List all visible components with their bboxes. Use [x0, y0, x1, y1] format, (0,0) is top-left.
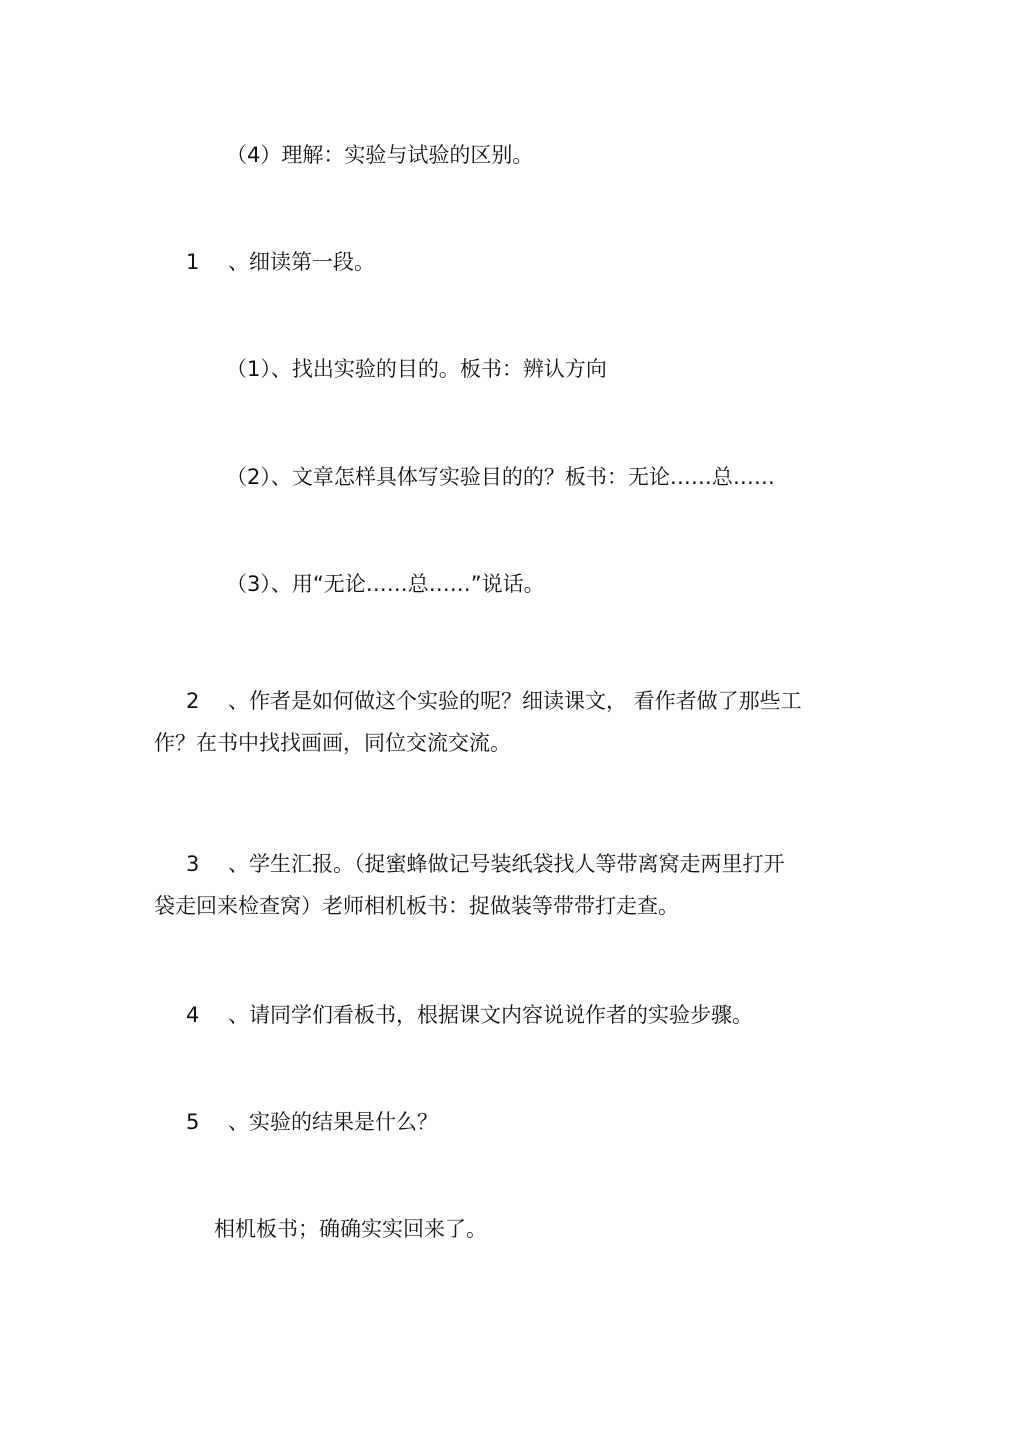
item-1 [186, 241, 375, 283]
item-4 [186, 994, 753, 1036]
final-board-note: 相机板书；确确实实回来了。 [214, 1217, 487, 1241]
sub-item-2: （2）、文章怎样具体写实验目的的？板书：无论……总…… [226, 465, 775, 489]
item-number: 5 [186, 1110, 200, 1134]
item-text: 、细读第一段。 [228, 250, 375, 274]
item-text: 、实验的结果是什么？ [228, 1110, 438, 1134]
item-5 [186, 1101, 438, 1143]
item-2-line-1 [186, 680, 802, 722]
item-text: 、学生汇报。（捉蜜蜂做记号装纸袋找人等带离窝走两里打开 [228, 852, 785, 876]
item-text: 、作者是如何做这个实验的呢？细读课文， 看作者做了那些工 [228, 689, 802, 713]
item-number: 2 [186, 689, 200, 713]
sub-item-1: （1）、找出实验的目的。板书：辨认方向 [226, 357, 607, 381]
item-number: 4 [186, 1003, 200, 1027]
item-3-line-2: 袋走回来检查窝）老师相机板书：捉做装等带带打走查。 [154, 894, 679, 918]
line-understand-difference: （4）理解：实验与试验的区别。 [226, 143, 534, 167]
item-3-line-1 [186, 843, 785, 885]
item-2-line-2: 作？在书中找找画画，同位交流交流。 [154, 731, 511, 755]
item-text: 、请同学们看板书，根据课文内容说说作者的实验步骤。 [228, 1003, 753, 1027]
item-number: 1 [186, 250, 200, 274]
sub-item-3: （3）、用“无论……总……”说话。 [226, 572, 545, 596]
item-number: 3 [186, 852, 200, 876]
